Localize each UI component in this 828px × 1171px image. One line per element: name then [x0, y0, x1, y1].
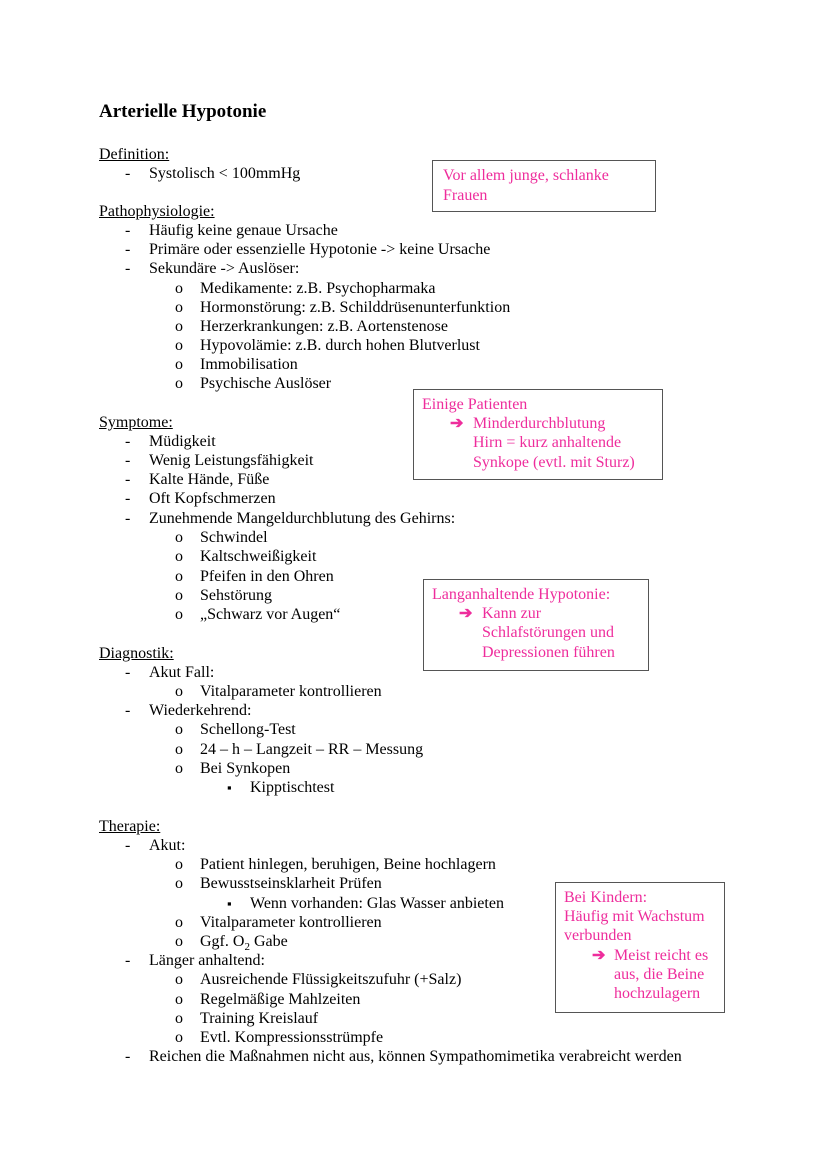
circle-bullet: o — [175, 548, 183, 565]
list-item: Häufig keine genaue Ursache — [149, 222, 338, 239]
list-item: Schwindel — [200, 529, 268, 546]
list-item: Reichen die Maßnahmen nicht aus, können Sympathomimetika verabreicht werden — [149, 1048, 682, 1065]
circle-bullet: o — [175, 280, 183, 297]
list-item: Evtl. Kompressionsstrümpfe — [200, 1029, 384, 1046]
list-item: Ausreichende Flüssigkeitszufuhr (+Salz) — [200, 971, 462, 988]
pathophysiology-heading: Pathophysiologie: — [99, 203, 215, 220]
dash-bullet: - — [125, 510, 131, 527]
dash-bullet: - — [125, 664, 131, 681]
circle-bullet: o — [175, 568, 183, 585]
list-item: Hypovolämie: z.B. durch hohen Blutverlust — [200, 337, 480, 354]
note-line: Bei Kindern: — [564, 889, 648, 906]
circle-bullet: o — [175, 318, 183, 335]
list-item: Schellong-Test — [200, 721, 296, 738]
note-line: Häufig mit Wachstum — [564, 908, 705, 925]
circle-bullet: o — [175, 1010, 183, 1027]
note-box-young-women — [432, 160, 656, 212]
symptoms-heading: Symptome: — [99, 414, 173, 431]
list-item: Kaltschweißigkeit — [200, 548, 317, 565]
note-line: aus, die Beine — [614, 966, 705, 983]
note-line: Depressionen führen — [482, 644, 615, 661]
list-item: Oft Kopfschmerzen — [149, 490, 276, 507]
circle-bullet: o — [175, 933, 183, 950]
list-item: Hormonstörung: z.B. Schilddrüsenunterfunktion — [200, 299, 511, 316]
circle-bullet: o — [175, 760, 183, 777]
list-item: Sekundäre -> Auslöser: — [149, 260, 300, 277]
list-item: Kipptischtest — [250, 779, 335, 796]
circle-bullet: o — [175, 971, 183, 988]
circle-bullet: o — [175, 741, 183, 758]
list-item: Wiederkehrend: — [149, 702, 252, 719]
list-item: Psychische Auslöser — [200, 375, 332, 392]
diagnostics-heading: Diagnostik: — [99, 645, 174, 662]
dash-bullet: - — [125, 222, 131, 239]
list-item: Sehstörung — [200, 587, 272, 604]
dash-bullet: - — [125, 241, 131, 258]
note-line: Minderdurchblutung — [473, 415, 606, 432]
list-item: 24 – h – Langzeit – RR – Messung — [200, 741, 424, 758]
list-item: Vitalparameter kontrollieren — [200, 683, 382, 700]
note-line: Kann zur — [482, 605, 542, 622]
circle-bullet: o — [175, 529, 183, 546]
o2-suffix: Gabe — [249, 933, 288, 950]
arrow-icon: ➔ — [450, 415, 464, 432]
o2-prefix: Ggf. O — [200, 933, 245, 950]
note-box-long-hypotension — [423, 579, 649, 671]
page-title: Arterielle Hypotonie — [99, 101, 267, 122]
note-line: Schlafstörungen und — [482, 624, 614, 641]
o2-item — [200, 932, 288, 954]
square-bullet: ▪ — [227, 896, 232, 911]
list-item: Patient hinlegen, beruhigen, Beine hochlagern — [200, 856, 496, 873]
list-item: „Schwarz vor Augen“ — [200, 606, 341, 623]
dash-bullet: - — [125, 165, 131, 182]
dash-bullet: - — [125, 433, 131, 450]
dash-bullet: - — [125, 260, 131, 277]
definition-heading: Definition: — [99, 146, 170, 163]
circle-bullet: o — [175, 991, 183, 1008]
list-item: Wenn vorhanden: Glas Wasser anbieten — [250, 895, 504, 912]
note-line: Langanhaltende Hypotonie: — [432, 586, 611, 603]
circle-bullet: o — [175, 1029, 183, 1046]
circle-bullet: o — [175, 356, 183, 373]
circle-bullet: o — [175, 875, 183, 892]
note-line: Synkope (evtl. mit Sturz) — [473, 454, 635, 471]
list-item: Länger anhaltend: — [149, 952, 265, 969]
note-box-children — [555, 882, 725, 1013]
list-item: Bei Synkopen — [200, 760, 291, 777]
list-item: Zunehmende Mangeldurchblutung des Gehirns: — [149, 510, 456, 527]
list-item: Primäre oder essenzielle Hypotonie -> keine Ursache — [149, 241, 491, 258]
circle-bullet: o — [175, 721, 183, 738]
dash-bullet: - — [125, 490, 131, 507]
list-item: Training Kreislauf — [200, 1010, 319, 1027]
arrow-icon: ➔ — [592, 947, 606, 964]
list-item: Akut Fall: — [149, 664, 215, 681]
list-item: Immobilisation — [200, 356, 298, 373]
list-item: Herzerkrankungen: z.B. Aortenstenose — [200, 318, 448, 335]
list-item: Pfeifen in den Ohren — [200, 568, 334, 585]
note-line: Hirn = kurz anhaltende — [473, 434, 622, 451]
note-line: Meist reicht es — [614, 947, 709, 964]
circle-bullet: o — [175, 299, 183, 316]
o2-subscript: 2 — [244, 941, 250, 954]
note-box-syncope — [413, 389, 663, 480]
square-bullet: ▪ — [227, 780, 232, 795]
list-item: Müdigkeit — [149, 433, 216, 450]
circle-bullet: o — [175, 683, 183, 700]
dash-bullet: - — [125, 452, 131, 469]
list-item: Vitalparameter kontrollieren — [200, 914, 382, 931]
list-item: Wenig Leistungsfähigkeit — [149, 452, 314, 469]
list-item: Akut: — [149, 837, 186, 854]
dash-bullet: - — [125, 702, 131, 719]
note-line: hochzulagern — [614, 985, 701, 1002]
list-item: Bewusstseinsklarheit Prüfen — [200, 875, 382, 892]
circle-bullet: o — [175, 587, 183, 604]
arrow-icon: ➔ — [459, 605, 473, 622]
circle-bullet: o — [175, 856, 183, 873]
dash-bullet: - — [125, 471, 131, 488]
circle-bullet: o — [175, 375, 183, 392]
definition-item: Systolisch < 100mmHg — [149, 165, 301, 182]
dash-bullet: - — [125, 837, 131, 854]
list-item: Medikamente: z.B. Psychopharmaka — [200, 280, 436, 297]
note-line: Vor allem junge, schlanke — [443, 167, 609, 184]
note-line: verbunden — [564, 927, 632, 944]
note-line: Frauen — [443, 187, 488, 204]
dash-bullet: - — [125, 1048, 131, 1065]
circle-bullet: o — [175, 914, 183, 931]
list-item: Regelmäßige Mahlzeiten — [200, 991, 361, 1008]
dash-bullet: - — [125, 952, 131, 969]
note-line: Einige Patienten — [422, 396, 528, 413]
list-item: Kalte Hände, Füße — [149, 471, 270, 488]
circle-bullet: o — [175, 606, 183, 623]
therapy-heading: Therapie: — [99, 818, 161, 835]
circle-bullet: o — [175, 337, 183, 354]
